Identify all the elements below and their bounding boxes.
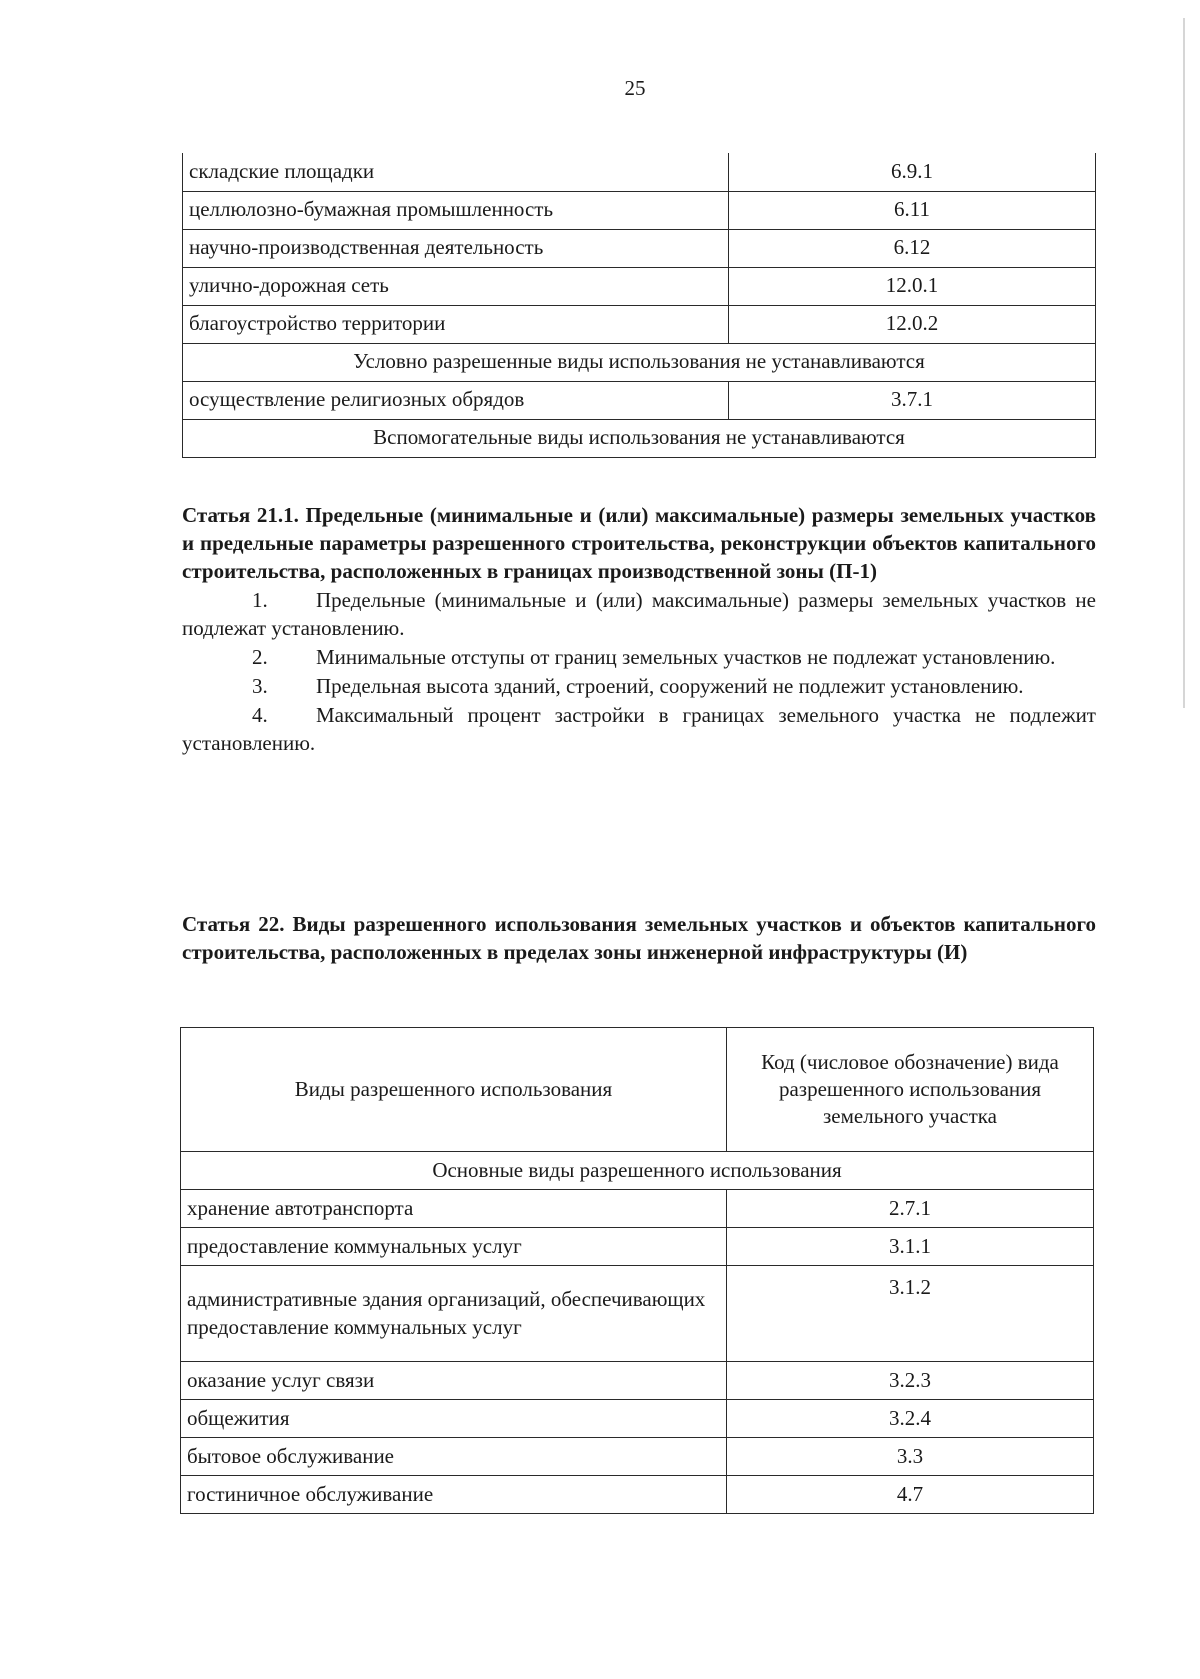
use-name-cell: хранение автотранспорта xyxy=(181,1190,727,1228)
table-row xyxy=(183,153,1096,191)
use-name-cell: осуществление религиозных обрядов xyxy=(183,381,729,419)
use-code-cell: 3.2.4 xyxy=(727,1400,1094,1438)
land-use-table-continued xyxy=(182,153,1096,458)
table-row xyxy=(183,305,1096,343)
use-name-cell: административные здания организаций, обеспечивающих предоставление коммунальных услуг xyxy=(181,1266,727,1362)
use-name-cell: складские площадки xyxy=(183,153,729,191)
table-row xyxy=(181,1400,1094,1438)
list-item xyxy=(182,643,1096,671)
use-name-cell: целлюлозно-бумажная промышленность xyxy=(183,191,729,229)
use-name-cell: благоустройство территории xyxy=(183,305,729,343)
table-header-row xyxy=(181,1028,1094,1152)
item-text: Предельные (минимальные и (или) максимальные) размеры земельных участков не подлежат установлению. xyxy=(182,588,1096,640)
use-name-cell: бытовое обслуживание xyxy=(181,1438,727,1476)
use-name-cell: оказание услуг связи xyxy=(181,1362,727,1400)
item-text: Максимальный процент застройки в границах земельного участка не подлежит установлению. xyxy=(182,703,1096,755)
use-code-cell: 6.9.1 xyxy=(729,153,1096,191)
table-row xyxy=(183,229,1096,267)
use-code-cell: 3.1.1 xyxy=(727,1228,1094,1266)
list-item xyxy=(182,672,1096,700)
table-section-row xyxy=(181,1152,1094,1190)
auxiliary-uses-note: Вспомогательные виды использования не устанавливаются xyxy=(183,419,1096,457)
use-name-cell: научно-производственная деятельность xyxy=(183,229,729,267)
page-number: 25 xyxy=(624,76,646,100)
table-row xyxy=(181,1190,1094,1228)
conditional-uses-note: Условно разрешенные виды использования не устанавливаются xyxy=(183,343,1096,381)
table-row xyxy=(183,191,1096,229)
use-code-cell: 3.3 xyxy=(727,1438,1094,1476)
use-code-cell: 6.12 xyxy=(729,229,1096,267)
use-name-cell: общежития xyxy=(181,1400,727,1438)
table-row xyxy=(181,1476,1094,1514)
use-code-cell: 6.11 xyxy=(729,191,1096,229)
list-item xyxy=(182,701,1096,757)
item-text: Предельная высота зданий, строений, сооружений не подлежит установлению. xyxy=(316,674,1024,698)
table-row xyxy=(181,1362,1094,1400)
item-number: 3. xyxy=(252,674,268,698)
table-row xyxy=(181,1228,1094,1266)
article-21-1 xyxy=(182,501,1096,757)
item-text: Минимальные отступы от границ земельных участков не подлежат установлению. xyxy=(316,645,1056,669)
table-row xyxy=(183,267,1096,305)
use-code-cell: 3.1.2 xyxy=(727,1266,1094,1362)
use-name-cell: гостиничное обслуживание xyxy=(181,1476,727,1514)
use-code-cell: 2.7.1 xyxy=(727,1190,1094,1228)
list-item xyxy=(182,586,1096,642)
article-title: Статья 22. Виды разрешенного использования земельных участков и объектов капитального строительства, расположенных в пределах зоны инженерной инфраструктуры (И) xyxy=(182,912,1096,964)
table-section-row xyxy=(183,343,1096,381)
header-cell-use-types: Виды разрешенного использования xyxy=(181,1028,727,1152)
use-name-cell: улично-дорожная сеть xyxy=(183,267,729,305)
use-code-cell: 3.2.3 xyxy=(727,1362,1094,1400)
article-title: Статья 21.1. Предельные (минимальные и (или) максимальные) размеры земельных участков и предельные параметры разрешенного строительства, реконструкции объектов капитального строительства, расположенных в границах производственной зоны (П-1) xyxy=(182,503,1096,583)
use-name-cell: предоставление коммунальных услуг xyxy=(181,1228,727,1266)
use-code-cell: 3.7.1 xyxy=(729,381,1096,419)
table-row xyxy=(183,381,1096,419)
table-body xyxy=(181,1028,1094,1514)
land-use-table-infrastructure xyxy=(180,1027,1094,1514)
table-row xyxy=(181,1438,1094,1476)
table-row xyxy=(181,1266,1094,1362)
use-code-cell: 12.0.1 xyxy=(729,267,1096,305)
use-code-cell: 4.7 xyxy=(727,1476,1094,1514)
item-number: 1. xyxy=(252,588,268,612)
item-number: 2. xyxy=(252,645,268,669)
item-number: 4. xyxy=(252,703,268,727)
table-section-row xyxy=(183,419,1096,457)
scan-edge-line xyxy=(1183,18,1185,708)
table-body xyxy=(183,153,1096,457)
section-title-cell: Основные виды разрешенного использования xyxy=(181,1152,1094,1190)
use-code-cell: 12.0.2 xyxy=(729,305,1096,343)
article-22 xyxy=(182,910,1096,966)
header-cell-code: Код (числовое обозначение) вида разрешенного использования земельного участка xyxy=(727,1028,1094,1152)
